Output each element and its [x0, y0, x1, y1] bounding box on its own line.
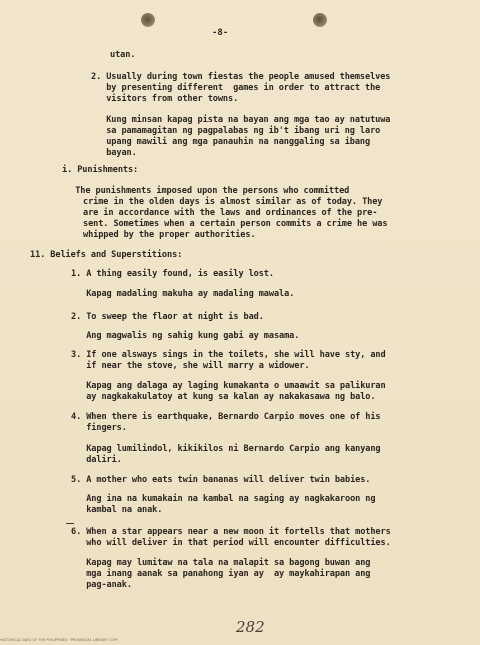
page-number: -8- — [212, 28, 229, 38]
text-line: pag-anak. — [71, 580, 132, 590]
section-heading: i. Punishments: — [62, 165, 139, 175]
text-line: whipped by the proper authorities. — [83, 230, 256, 240]
text-line: visitors from other towns. — [91, 94, 239, 104]
text-line: Kapag lumilindol, kikikilos ni Bernardo Carpio ang kanyang — [71, 444, 381, 454]
text-line: ay nagkakakulatoy at kung sa kalan ay nakakasawa ng balo. — [71, 392, 376, 402]
text-line: utan. — [110, 50, 136, 60]
text-line: 6. When a star appears near a new moon it fortells that mothers — [71, 527, 391, 537]
text-line: fingers. — [71, 423, 127, 433]
text-line: The punishments imposed upon the persons who committed — [60, 186, 350, 196]
handwritten-page-number: 282 — [236, 618, 265, 636]
text-line: sent. Sometimes when a certain person commits a crime he was — [83, 219, 388, 229]
text-line: 1. A thing easily found, is easily lost. — [71, 269, 274, 279]
text-line: 3. If one alsways sings in the toilets, she will have sty, and — [71, 350, 386, 360]
text-line: are in accordance with the laws and ordinances of the pre- — [83, 208, 378, 218]
text-line: by presenting different games in order to attract the — [91, 83, 381, 93]
text-line: bayan. — [91, 148, 137, 158]
text-line: Kapag madaling makuha ay madaling mawala. — [71, 289, 295, 299]
footer-text: HISTORICAL DATA OF THE PHILIPPINES · PROVINCIAL LIBRARY COPY — [0, 638, 118, 642]
text-line: kambal na anak. — [71, 505, 163, 515]
text-line: 2. To sweep the flaor at night is bad. — [71, 312, 264, 322]
text-line: 4. When there is earthquake, Bernardo Carpio moves one of his — [71, 412, 381, 422]
text-line: daliri. — [71, 455, 122, 465]
text-line: Ang magwalis ng sahig kung gabi ay masama. — [71, 331, 300, 341]
text-line: sa pamamagitan ng pagpalabas ng ib't ibang uri ng laro — [91, 126, 381, 136]
text-line: who will deliver in that period will encounter difficulties. — [71, 538, 391, 548]
text-line: 2. Usually during town fiestas the people amused themselves — [91, 72, 391, 82]
text-line: mga inang aanak sa panahong iyan ay ay maykahirapan ang — [71, 569, 371, 579]
text-line: crime in the olden days is almost similar as of today. They — [83, 197, 383, 207]
text-line: Kung minsan kapag pista na bayan ang mga tao ay natutuwa — [91, 115, 391, 125]
section-heading: 11. Beliefs and Superstitions: — [30, 250, 183, 260]
punch-hole-left — [141, 13, 155, 27]
text-line: Ang ina na kumakain na kambal na saging ay nagkakaroon ng — [71, 494, 376, 504]
punch-hole-right — [313, 13, 327, 27]
pencil-mark — [66, 523, 74, 524]
text-line: Kapag ang dalaga ay laging kumakanta o umaawit sa palikuran — [71, 381, 386, 391]
text-line: upang mawili ang mga panauhin na nanggaling sa ibang — [91, 137, 371, 147]
text-line: 5. A mother who eats twin bananas will deliver twin babies. — [71, 475, 371, 485]
text-line: if near the stove, she will marry a widower. — [71, 361, 310, 371]
text-line: Kapag may lumitaw na tala na malapit sa bagong buwan ang — [71, 558, 371, 568]
